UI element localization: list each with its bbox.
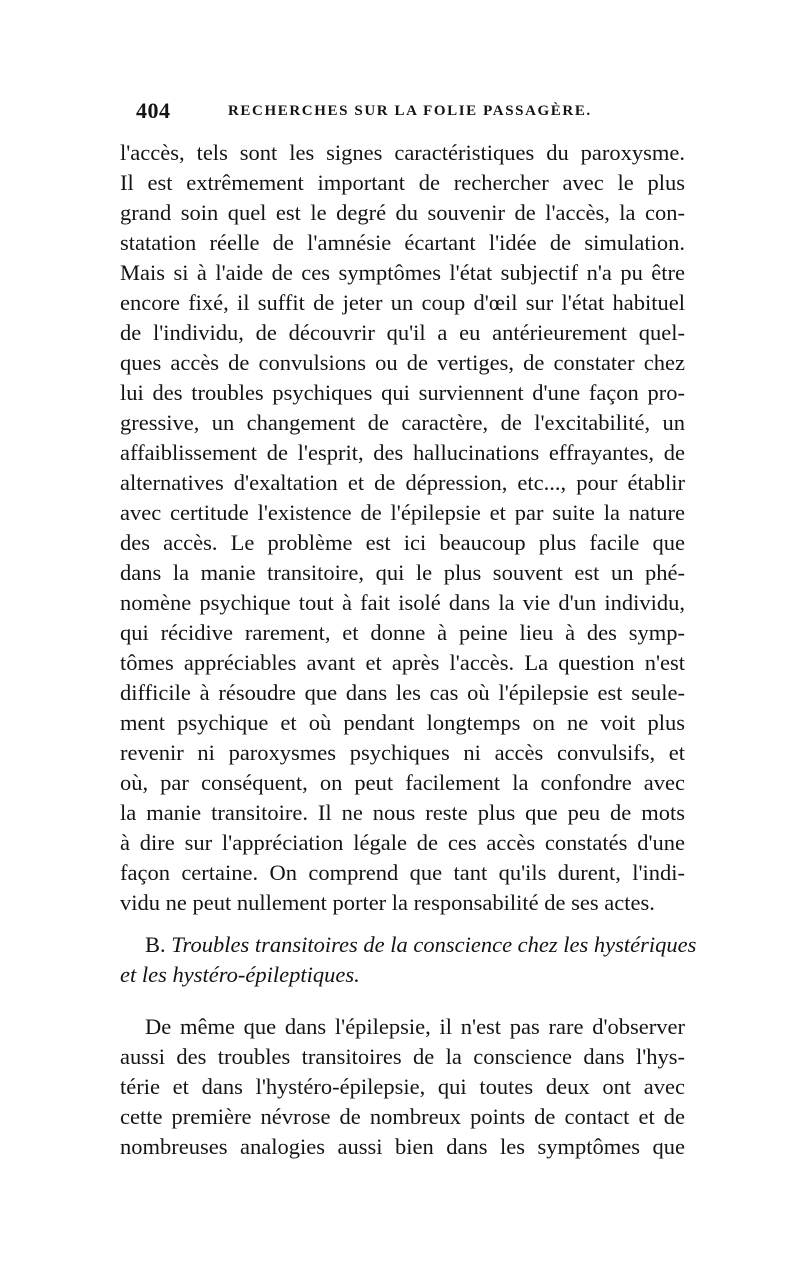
text-line: De même que dans l'épilepsie, il n'est pas rare d'observer	[145, 1014, 685, 1039]
text-line: nomène psychique tout à fait isolé dans la vie d'un individu,	[120, 590, 685, 615]
text-line: difficile à résoudre que dans les cas où l'épilepsie est seule-	[120, 680, 685, 705]
text-line: térie et dans l'hystéro-épilepsie, qui toutes deux ont avec	[120, 1074, 685, 1099]
text-line: cette première névrose de nombreux points de contact et de	[120, 1104, 685, 1129]
page-number: 404	[136, 98, 171, 123]
running-head	[136, 98, 666, 128]
text-line: façon certaine. On comprend que tant qu'ils durent, l'indi-	[120, 860, 685, 885]
text-line: Mais si à l'aide de ces symptômes l'état subjectif n'a pu être	[120, 260, 685, 285]
text-line: affaiblissement de l'esprit, des hallucinations effrayantes, de	[120, 440, 685, 465]
section-title: Troubles transitoires de la conscience chez les hystériques	[171, 932, 697, 957]
text-line: dans la manie transitoire, qui le plus souvent est un phé-	[120, 560, 685, 585]
section-label: B.	[145, 932, 166, 957]
text-line: de l'individu, de découvrir qu'il a eu antérieurement quel-	[120, 320, 685, 345]
text-line: tômes appréciables avant et après l'accès. La question n'est	[120, 650, 685, 675]
text-line: revenir ni paroxysmes psychiques ni accès convulsifs, et	[120, 740, 685, 765]
text-line: l'accès, tels sont les signes caractéristiques du paroxysme.	[120, 140, 685, 165]
text-line: ques accès de convulsions ou de vertiges, de constater chez	[120, 350, 685, 375]
text-line: aussi des troubles transitoires de la conscience dans l'hys-	[120, 1044, 685, 1069]
text-line: Il est extrêmement important de rechercher avec le plus	[120, 170, 685, 195]
text-line: gressive, un changement de caractère, de l'excitabilité, un	[120, 410, 685, 435]
text-line: alternatives d'exaltation et de dépression, etc..., pour établir	[120, 470, 685, 495]
section-heading-line	[120, 960, 685, 990]
text-line: encore fixé, il suffit de jeter un coup d'œil sur l'état habituel	[120, 290, 685, 315]
section-title-continued: et les hystéro-épileptiques.	[120, 962, 360, 987]
text-line: vidu ne peut nullement porter la responsabilité de ses actes.	[120, 890, 655, 915]
text-line: des accès. Le problème est ici beaucoup plus facile que	[120, 530, 685, 555]
text-line: ment psychique et où pendant longtemps on ne voit plus	[120, 710, 685, 735]
text-line: nombreuses analogies aussi bien dans les symptômes que	[120, 1134, 685, 1159]
text-line: lui des troubles psychiques qui surviennent d'une façon pro-	[120, 380, 685, 405]
text-line: la manie transitoire. Il ne nous reste plus que peu de mots	[120, 800, 685, 825]
text-line: à dire sur l'appréciation légale de ces accès constatés d'une	[120, 830, 685, 855]
section-heading-line	[145, 930, 697, 960]
text-line: qui récidive rarement, et donne à peine lieu à des symp-	[120, 620, 685, 645]
running-title: RECHERCHES SUR LA FOLIE PASSAGÈRE.	[228, 103, 592, 119]
text-line: grand soin quel est le degré du souvenir de l'accès, la con-	[120, 200, 685, 225]
text-line: statation réelle de l'amnésie écartant l'idée de simulation.	[120, 230, 685, 255]
text-line: avec certitude l'existence de l'épilepsie et par suite la nature	[120, 500, 685, 525]
text-line: où, par conséquent, on peut facilement la confondre avec	[120, 770, 685, 795]
